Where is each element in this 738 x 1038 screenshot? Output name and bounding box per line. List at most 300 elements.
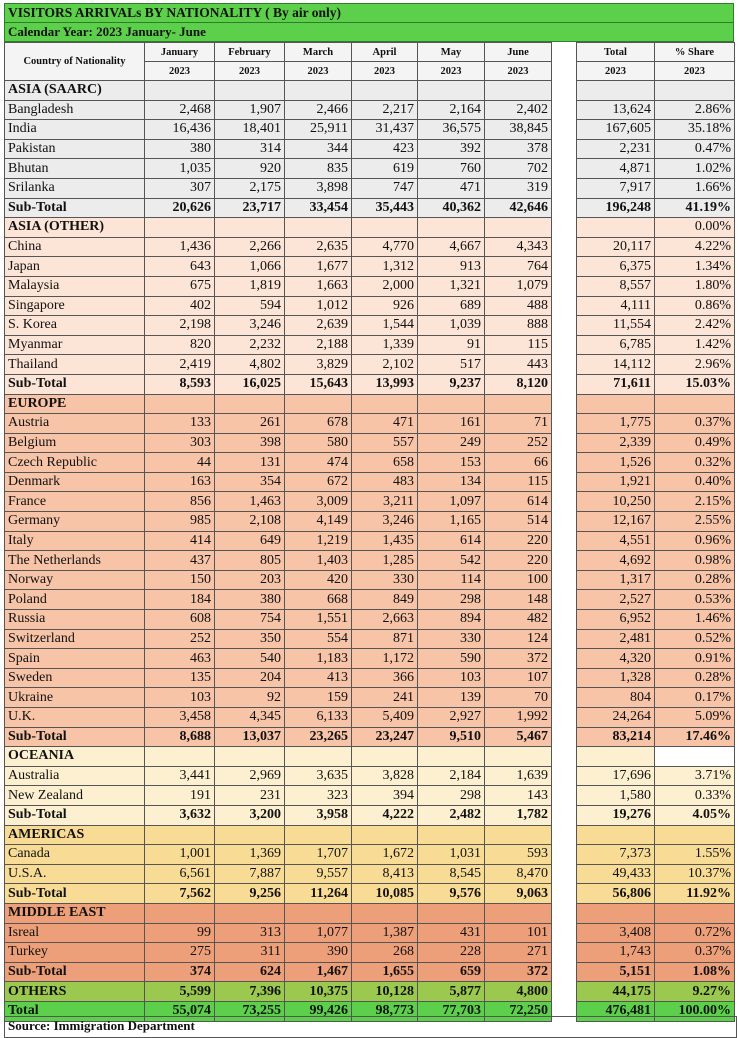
month-value: 203 [215, 570, 285, 590]
month-value: 252 [145, 629, 215, 649]
year-header: 2023 [577, 62, 655, 81]
month-value: 437 [145, 551, 215, 571]
share-value: 2.86% [655, 100, 735, 120]
month-value: 4,667 [418, 237, 485, 257]
month-value: 124 [485, 629, 552, 649]
gap-cell [552, 570, 577, 590]
month-value: 1,001 [145, 845, 215, 865]
month-value: 1,707 [285, 845, 352, 865]
month-value: 44 [145, 453, 215, 473]
month-value: 298 [418, 590, 485, 610]
table-row [5, 335, 735, 355]
country-name: Turkey [5, 943, 145, 963]
month-value: 1,077 [285, 923, 352, 943]
share-value: 2.96% [655, 355, 735, 375]
month-value: 2,639 [285, 316, 352, 336]
month-value: 514 [485, 512, 552, 532]
section-name: AMERICAS [5, 825, 145, 845]
gap-cell [552, 257, 577, 277]
year-header: 2023 [485, 62, 552, 81]
month-value: 72,250 [485, 1001, 552, 1021]
month-value: 8,545 [418, 864, 485, 884]
country-name: Germany [5, 512, 145, 532]
total-value: 10,250 [577, 492, 655, 512]
month-value: 261 [215, 414, 285, 434]
month-value: 540 [215, 649, 285, 669]
table-row [5, 649, 735, 669]
month-value: 926 [352, 296, 418, 316]
gap-cell [552, 453, 577, 473]
month-value: 115 [485, 472, 552, 492]
month-value: 820 [145, 335, 215, 355]
month-value: 1,097 [418, 492, 485, 512]
gap-cell [552, 355, 577, 375]
month-value [485, 218, 552, 238]
month-value: 100 [485, 570, 552, 590]
share-value [655, 903, 735, 923]
share-value: 0.98% [655, 551, 735, 571]
total-value: 11,554 [577, 316, 655, 336]
month-value: 760 [418, 159, 485, 179]
month-value [285, 825, 352, 845]
table-row [5, 139, 735, 159]
month-header: April [352, 43, 418, 62]
share-value: 0.28% [655, 668, 735, 688]
gap-cell [552, 81, 577, 101]
month-value: 374 [145, 962, 215, 982]
table-row [5, 629, 735, 649]
country-name: Sweden [5, 668, 145, 688]
total-value: 3,408 [577, 923, 655, 943]
share-value: 1.46% [655, 610, 735, 630]
month-value: 98,773 [352, 1001, 418, 1021]
country-name: Italy [5, 531, 145, 551]
total-value: 5,151 [577, 962, 655, 982]
total-value: 196,248 [577, 198, 655, 218]
country-name: Bhutan [5, 159, 145, 179]
month-value: 614 [485, 492, 552, 512]
month-value: 805 [215, 551, 285, 571]
month-value [145, 218, 215, 238]
month-value: 1,387 [352, 923, 418, 943]
month-value: 463 [145, 649, 215, 669]
country-name: Australia [5, 766, 145, 786]
month-value: 1,039 [418, 316, 485, 336]
share-value [655, 825, 735, 845]
month-value: 1,677 [285, 257, 352, 277]
month-value [215, 394, 285, 414]
table-row [5, 551, 735, 571]
month-value: 380 [145, 139, 215, 159]
share-value: 0.40% [655, 472, 735, 492]
month-value: 5,599 [145, 982, 215, 1002]
month-value: 8,688 [145, 727, 215, 747]
section-header-row [5, 394, 735, 414]
total-value: 6,785 [577, 335, 655, 355]
subtotal-label: Sub-Total [5, 805, 145, 825]
table-row [5, 276, 735, 296]
gap-cell [552, 708, 577, 728]
table-row [5, 120, 735, 140]
month-value: 228 [418, 943, 485, 963]
month-value: 25,911 [285, 120, 352, 140]
share-value: 2.42% [655, 316, 735, 336]
month-value: 16,025 [215, 374, 285, 394]
gap-cell [552, 786, 577, 806]
month-value: 1,467 [285, 962, 352, 982]
month-value: 614 [418, 531, 485, 551]
total-value: 4,320 [577, 649, 655, 669]
month-value: 330 [418, 629, 485, 649]
month-value: 1,312 [352, 257, 418, 277]
month-value: 678 [285, 414, 352, 434]
month-value: 4,802 [215, 355, 285, 375]
month-value [418, 825, 485, 845]
gap-cell [552, 414, 577, 434]
month-value: 856 [145, 492, 215, 512]
month-value: 71 [485, 414, 552, 434]
country-name: Czech Republic [5, 453, 145, 473]
month-value: 3,458 [145, 708, 215, 728]
month-value: 372 [485, 649, 552, 669]
total-value: 24,264 [577, 708, 655, 728]
month-value: 1,183 [285, 649, 352, 669]
month-value: 2,402 [485, 100, 552, 120]
table-row [5, 786, 735, 806]
month-value: 390 [285, 943, 352, 963]
month-value: 9,256 [215, 884, 285, 904]
month-value: 754 [215, 610, 285, 630]
month-value: 414 [145, 531, 215, 551]
month-value: 1,463 [215, 492, 285, 512]
share-value [655, 394, 735, 414]
month-value: 2,466 [285, 100, 352, 120]
report-sheet [4, 3, 734, 1022]
month-value: 2,232 [215, 335, 285, 355]
month-value: 323 [285, 786, 352, 806]
share-value: 0.49% [655, 433, 735, 453]
month-value: 1,544 [352, 316, 418, 336]
month-value: 303 [145, 433, 215, 453]
month-value: 159 [285, 688, 352, 708]
share-value: 0.00% [655, 218, 735, 238]
month-value: 42,646 [485, 198, 552, 218]
month-value: 378 [485, 139, 552, 159]
month-value: 33,454 [285, 198, 352, 218]
month-value: 920 [215, 159, 285, 179]
month-value [215, 81, 285, 101]
table-row [5, 433, 735, 453]
gap-cell [552, 629, 577, 649]
country-name: Thailand [5, 355, 145, 375]
month-value [485, 81, 552, 101]
share-value: 1.66% [655, 178, 735, 198]
gap-cell [552, 825, 577, 845]
month-value [352, 903, 418, 923]
month-value: 275 [145, 943, 215, 963]
month-value: 2,108 [215, 512, 285, 532]
country-name: Denmark [5, 472, 145, 492]
month-value: 66 [485, 453, 552, 473]
month-value: 13,993 [352, 374, 418, 394]
table-row [5, 590, 735, 610]
month-value: 6,561 [145, 864, 215, 884]
month-value: 35,443 [352, 198, 418, 218]
share-value: 4.22% [655, 237, 735, 257]
month-value [418, 81, 485, 101]
total-value: 49,433 [577, 864, 655, 884]
month-value: 77,703 [418, 1001, 485, 1021]
month-value: 649 [215, 531, 285, 551]
month-value: 483 [352, 472, 418, 492]
month-value: 184 [145, 590, 215, 610]
month-value: 380 [215, 590, 285, 610]
month-value: 608 [145, 610, 215, 630]
grand-total-label: Total [5, 1001, 145, 1021]
month-value: 2,663 [352, 610, 418, 630]
month-value: 150 [145, 570, 215, 590]
month-value: 871 [352, 629, 418, 649]
total-value [577, 747, 655, 767]
month-value: 2,198 [145, 316, 215, 336]
month-value: 7,887 [215, 864, 285, 884]
total-value: 476,481 [577, 1001, 655, 1021]
table-row [5, 237, 735, 257]
share-value: 0.33% [655, 786, 735, 806]
month-value: 590 [418, 649, 485, 669]
month-value: 15,643 [285, 374, 352, 394]
month-value: 99 [145, 923, 215, 943]
month-value: 580 [285, 433, 352, 453]
month-value: 3,200 [215, 805, 285, 825]
month-value [145, 394, 215, 414]
total-value: 83,214 [577, 727, 655, 747]
month-value: 2,969 [215, 766, 285, 786]
month-value: 1,369 [215, 845, 285, 865]
month-value: 3,958 [285, 805, 352, 825]
month-value: 9,510 [418, 727, 485, 747]
gap-cell [552, 923, 577, 943]
month-value: 70 [485, 688, 552, 708]
total-value: 71,611 [577, 374, 655, 394]
subtotal-row [5, 805, 735, 825]
month-value: 3,632 [145, 805, 215, 825]
share-value: 0.28% [655, 570, 735, 590]
table-row [5, 100, 735, 120]
table-row [5, 943, 735, 963]
month-value [418, 903, 485, 923]
total-value: 4,111 [577, 296, 655, 316]
gap-cell [552, 727, 577, 747]
section-name: MIDDLE EAST [5, 903, 145, 923]
month-value: 7,562 [145, 884, 215, 904]
subtotal-row [5, 374, 735, 394]
month-value: 4,343 [485, 237, 552, 257]
header-row-months [5, 43, 735, 62]
month-value [215, 825, 285, 845]
month-value: 1,551 [285, 610, 352, 630]
table-row [5, 178, 735, 198]
month-value: 4,222 [352, 805, 418, 825]
country-name: S. Korea [5, 316, 145, 336]
month-value: 231 [215, 786, 285, 806]
month-value: 1,321 [418, 276, 485, 296]
month-value: 888 [485, 316, 552, 336]
month-value: 161 [418, 414, 485, 434]
month-value: 9,557 [285, 864, 352, 884]
total-value [577, 903, 655, 923]
country-name: Japan [5, 257, 145, 277]
share-value: 17.46% [655, 727, 735, 747]
month-value: 1,436 [145, 237, 215, 257]
month-value: 392 [418, 139, 485, 159]
total-header: Total [577, 43, 655, 62]
month-value: 319 [485, 178, 552, 198]
month-value: 471 [418, 178, 485, 198]
month-value: 1,663 [285, 276, 352, 296]
share-value [655, 81, 735, 101]
month-value: 1,403 [285, 551, 352, 571]
gap-cell [552, 120, 577, 140]
month-value: 5,877 [418, 982, 485, 1002]
month-value: 314 [215, 139, 285, 159]
total-value: 44,175 [577, 982, 655, 1002]
month-value: 1,165 [418, 512, 485, 532]
month-value [285, 81, 352, 101]
total-value: 1,580 [577, 786, 655, 806]
month-value: 1,285 [352, 551, 418, 571]
month-value: 474 [285, 453, 352, 473]
share-value: 1.55% [655, 845, 735, 865]
month-value: 913 [418, 257, 485, 277]
subtotal-label: Sub-Total [5, 374, 145, 394]
month-value: 40,362 [418, 198, 485, 218]
month-value [145, 747, 215, 767]
total-value [577, 394, 655, 414]
month-value: 92 [215, 688, 285, 708]
total-value: 7,373 [577, 845, 655, 865]
month-value: 3,211 [352, 492, 418, 512]
country-name: India [5, 120, 145, 140]
table-row [5, 512, 735, 532]
month-value: 153 [418, 453, 485, 473]
section-name: ASIA (OTHER) [5, 218, 145, 238]
share-value: 5.09% [655, 708, 735, 728]
month-value: 330 [352, 570, 418, 590]
table-row [5, 159, 735, 179]
month-value: 4,800 [485, 982, 552, 1002]
country-header: Country of Nationality [5, 43, 145, 81]
gap-cell [552, 316, 577, 336]
country-name: Norway [5, 570, 145, 590]
month-value: 894 [418, 610, 485, 630]
share-value: 0.32% [655, 453, 735, 473]
month-value: 23,247 [352, 727, 418, 747]
report-subtitle: Calendar Year: 2023 January- June [4, 22, 734, 42]
share-value: 9.27% [655, 982, 735, 1002]
month-value: 423 [352, 139, 418, 159]
table-body [5, 81, 735, 1022]
month-value: 985 [145, 512, 215, 532]
month-value: 103 [145, 688, 215, 708]
table-row [5, 453, 735, 473]
country-name: Myanmar [5, 335, 145, 355]
month-value: 1,435 [352, 531, 418, 551]
share-value: 35.18% [655, 120, 735, 140]
table-row [5, 531, 735, 551]
gap-cell [552, 237, 577, 257]
month-value: 8,470 [485, 864, 552, 884]
month-value: 252 [485, 433, 552, 453]
country-name: The Netherlands [5, 551, 145, 571]
table-row [5, 414, 735, 434]
share-value: 0.47% [655, 139, 735, 159]
total-value: 1,775 [577, 414, 655, 434]
share-value: 2.55% [655, 512, 735, 532]
total-value: 17,696 [577, 766, 655, 786]
month-value: 3,828 [352, 766, 418, 786]
gap-cell [552, 433, 577, 453]
section-name: EUROPE [5, 394, 145, 414]
section-name: ASIA (SAARC) [5, 81, 145, 101]
share-value: 0.37% [655, 414, 735, 434]
section-header-row [5, 747, 735, 767]
month-value: 99,426 [285, 1001, 352, 1021]
table-row [5, 923, 735, 943]
month-value: 8,120 [485, 374, 552, 394]
month-value: 398 [215, 433, 285, 453]
month-value: 23,265 [285, 727, 352, 747]
country-name: France [5, 492, 145, 512]
source-note: Source: Immigration Department [4, 1016, 737, 1038]
country-name: Spain [5, 649, 145, 669]
month-value: 1,012 [285, 296, 352, 316]
month-value: 4,345 [215, 708, 285, 728]
month-value: 471 [352, 414, 418, 434]
country-name: U.S.A. [5, 864, 145, 884]
month-value: 191 [145, 786, 215, 806]
month-value: 38,845 [485, 120, 552, 140]
month-value: 115 [485, 335, 552, 355]
table-row [5, 355, 735, 375]
arrivals-table [4, 42, 735, 1022]
month-header: January [145, 43, 215, 62]
country-name: Poland [5, 590, 145, 610]
month-value: 101 [485, 923, 552, 943]
share-value [655, 747, 735, 767]
month-value: 2,635 [285, 237, 352, 257]
month-value: 702 [485, 159, 552, 179]
month-value: 402 [145, 296, 215, 316]
share-header: % Share [655, 43, 735, 62]
month-value: 1,782 [485, 805, 552, 825]
month-value: 134 [418, 472, 485, 492]
month-value: 1,639 [485, 766, 552, 786]
total-value: 4,551 [577, 531, 655, 551]
gap-cell [552, 178, 577, 198]
month-value: 107 [485, 668, 552, 688]
share-value: 1.08% [655, 962, 735, 982]
month-value: 268 [352, 943, 418, 963]
month-value [352, 747, 418, 767]
gap-column [552, 43, 577, 81]
month-value: 3,246 [352, 512, 418, 532]
total-value: 4,871 [577, 159, 655, 179]
month-value: 3,246 [215, 316, 285, 336]
month-value: 4,149 [285, 512, 352, 532]
country-name: Pakistan [5, 139, 145, 159]
month-value [145, 903, 215, 923]
